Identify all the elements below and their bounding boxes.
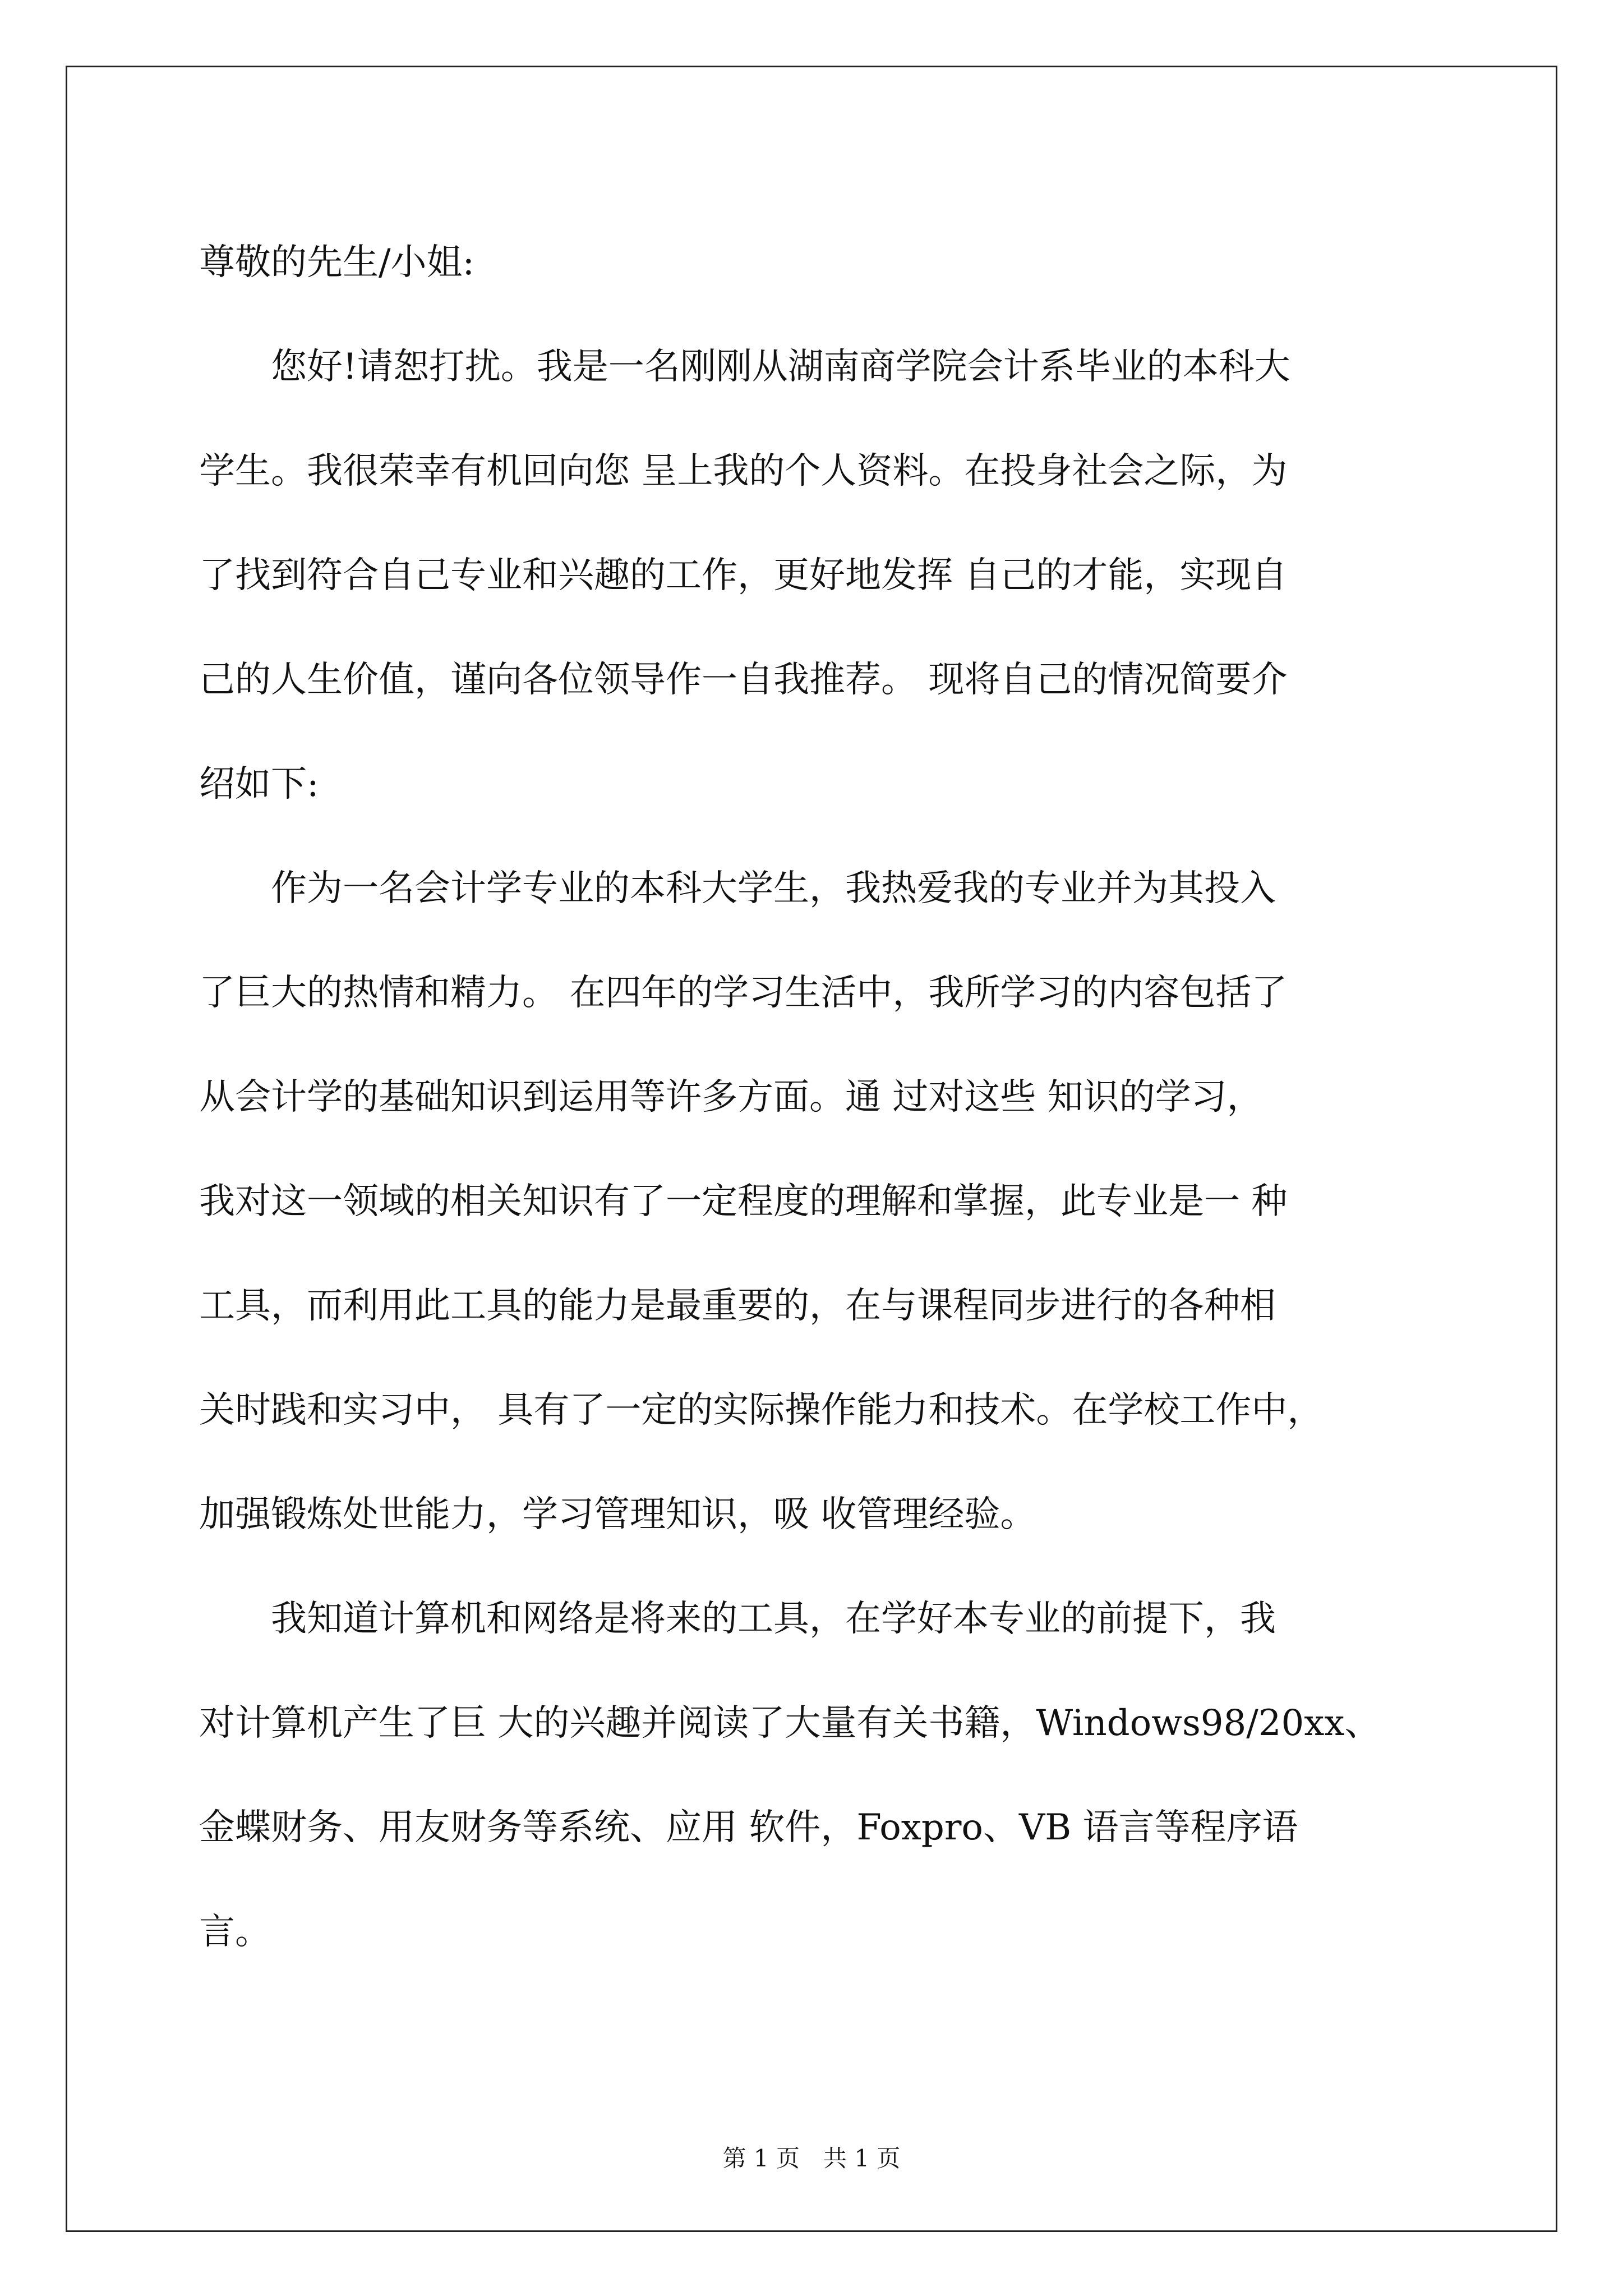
text-line: 言。 (199, 1911, 271, 1953)
text-line: 工具，而利用此工具的能力是最重要的，在与课程同步进行的各种相 (199, 1285, 1276, 1327)
text-line: 我对这一领域的相关知识有了一定程度的理解和掌握，此专业是一 种 (199, 1181, 1288, 1222)
text-line: 加强锻炼处世能力，学习管理知识，吸 收管理经验。 (199, 1494, 1036, 1535)
paragraph-computer-skills (199, 1567, 1433, 1984)
salutation: 尊敬的先生/小姐: (199, 242, 475, 283)
paragraph-introduction (199, 315, 1433, 836)
page-footer: 第 1 页 共 1 页 (722, 2145, 901, 2172)
text-line: 己的人生价值，谨向各位领导作一自我推荐。 现将自己的情况简要介 (199, 659, 1288, 701)
text-line: 了巨大的热情和精力。 在四年的学习生活中，我所学习的内容包括了 (199, 972, 1288, 1014)
text-line: 金蝶财务、用友财务等系统、应用 软件，Foxpro、VB 语言等程序语 (199, 1807, 1298, 1848)
text-line: 您好!请恕打扰。我是一名刚刚从湖南商学院会计系毕业的本科大 (199, 346, 1290, 388)
text-line: 对计算机产生了巨 大的兴趣并阅读了大量有关书籍，Windows98/20xx、 (199, 1703, 1381, 1744)
text-line: 我知道计算机和网络是将来的工具，在学好本专业的前提下，我 (199, 1598, 1276, 1640)
paragraph-major (199, 836, 1433, 1567)
text-line: 作为一名会计学专业的本科大学生，我热爱我的专业并为其投入 (199, 868, 1276, 909)
letter-body (199, 210, 1433, 1984)
text-line: 绍如下: (199, 763, 319, 805)
text-line: 关时践和实习中， 具有了一定的实际操作能力和技术。在学校工作中， (199, 1389, 1324, 1431)
text-line: 从会计学的基础知识到运用等许多方面。通 过对这些 知识的学习， (199, 1076, 1263, 1118)
text-line: 学生。我很荣幸有机回向您 呈上我的个人资料。在投身社会之际，为 (199, 450, 1288, 492)
text-line: 了找到符合自己专业和兴趣的工作，更好地发挥 自己的才能，实现自 (199, 555, 1288, 596)
